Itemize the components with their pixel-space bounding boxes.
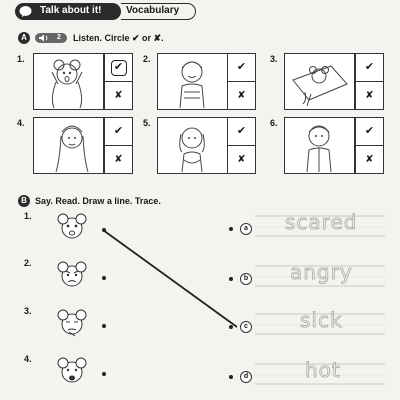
girl-long-hair-icon bbox=[34, 118, 103, 173]
header-title: Talk about it! bbox=[40, 5, 102, 16]
face-number: 4. bbox=[24, 354, 32, 364]
header-subtitle: Vocabulary bbox=[126, 5, 180, 16]
check-cell[interactable]: ✔ bbox=[355, 53, 384, 82]
check-cell[interactable]: ✔ bbox=[104, 117, 133, 146]
face-number: 2. bbox=[24, 258, 32, 268]
cross-cell[interactable]: ✘ bbox=[355, 81, 384, 110]
item-number: 4. bbox=[17, 118, 25, 128]
audio-track-number: 2 bbox=[57, 34, 61, 41]
match-dot[interactable] bbox=[229, 227, 233, 231]
face-number: 3. bbox=[24, 306, 32, 316]
word-letter: d bbox=[240, 371, 252, 383]
speech-bubble-icon bbox=[18, 4, 33, 19]
boy-icon bbox=[158, 54, 227, 109]
match-dot[interactable] bbox=[229, 375, 233, 379]
word-letter: c bbox=[240, 321, 252, 333]
picture-box-4 bbox=[33, 117, 104, 174]
match-dot[interactable] bbox=[102, 324, 106, 328]
trace-word[interactable]: hot bbox=[305, 358, 341, 382]
trace-word[interactable]: sick bbox=[300, 308, 343, 332]
picture-box-5 bbox=[157, 117, 228, 174]
cross-cell[interactable]: ✘ bbox=[227, 145, 256, 174]
check-cell[interactable] bbox=[104, 53, 133, 82]
face-number: 1. bbox=[24, 211, 32, 221]
item-number: 5. bbox=[143, 118, 151, 128]
picture-box-1 bbox=[33, 53, 104, 110]
picture-box-3 bbox=[284, 53, 355, 110]
sick-mouse-face-icon bbox=[56, 308, 88, 336]
cross-cell[interactable]: ✘ bbox=[227, 81, 256, 110]
check-cell[interactable]: ✔ bbox=[227, 117, 256, 146]
section-b-badge: B bbox=[18, 195, 30, 207]
speaker-icon bbox=[38, 34, 50, 42]
match-dot[interactable] bbox=[229, 277, 233, 281]
item-number: 6. bbox=[270, 118, 278, 128]
item-number: 1. bbox=[17, 54, 25, 64]
picture-box-6 bbox=[284, 117, 355, 174]
match-dot[interactable] bbox=[102, 276, 106, 280]
match-dot[interactable] bbox=[102, 228, 106, 232]
cross-cell[interactable]: ✘ bbox=[355, 145, 384, 174]
scared-mouse-face-icon bbox=[56, 212, 88, 240]
word-letter: b bbox=[240, 273, 252, 285]
section-b-instruction: Say. Read. Draw a line. Trace. bbox=[35, 196, 161, 206]
girl-hugging-icon bbox=[158, 118, 227, 173]
match-dot[interactable] bbox=[102, 372, 106, 376]
angry-mouse-face-icon bbox=[56, 260, 88, 288]
word-letter: a bbox=[240, 223, 252, 235]
trace-word[interactable]: scared bbox=[285, 210, 358, 234]
scared-mouse-girl-icon bbox=[34, 54, 103, 109]
hot-mouse-face-icon bbox=[56, 356, 88, 384]
section-a-instruction: Listen. Circle ✔ or ✘. bbox=[73, 33, 164, 43]
cross-cell[interactable]: ✘ bbox=[104, 145, 133, 174]
circled-check-mark: ✔ bbox=[111, 60, 127, 76]
match-dot[interactable] bbox=[229, 325, 233, 329]
picture-box-2 bbox=[157, 53, 228, 110]
item-number: 2. bbox=[143, 54, 151, 64]
sick-mouse-in-bed-icon bbox=[285, 54, 354, 109]
boy-standing-icon bbox=[285, 118, 354, 173]
item-number: 3. bbox=[270, 54, 278, 64]
check-cell[interactable]: ✔ bbox=[227, 53, 256, 82]
trace-word[interactable]: angry bbox=[290, 260, 353, 284]
cross-cell[interactable]: ✘ bbox=[104, 81, 133, 110]
check-cell[interactable]: ✔ bbox=[355, 117, 384, 146]
section-a-badge: A bbox=[18, 32, 30, 44]
